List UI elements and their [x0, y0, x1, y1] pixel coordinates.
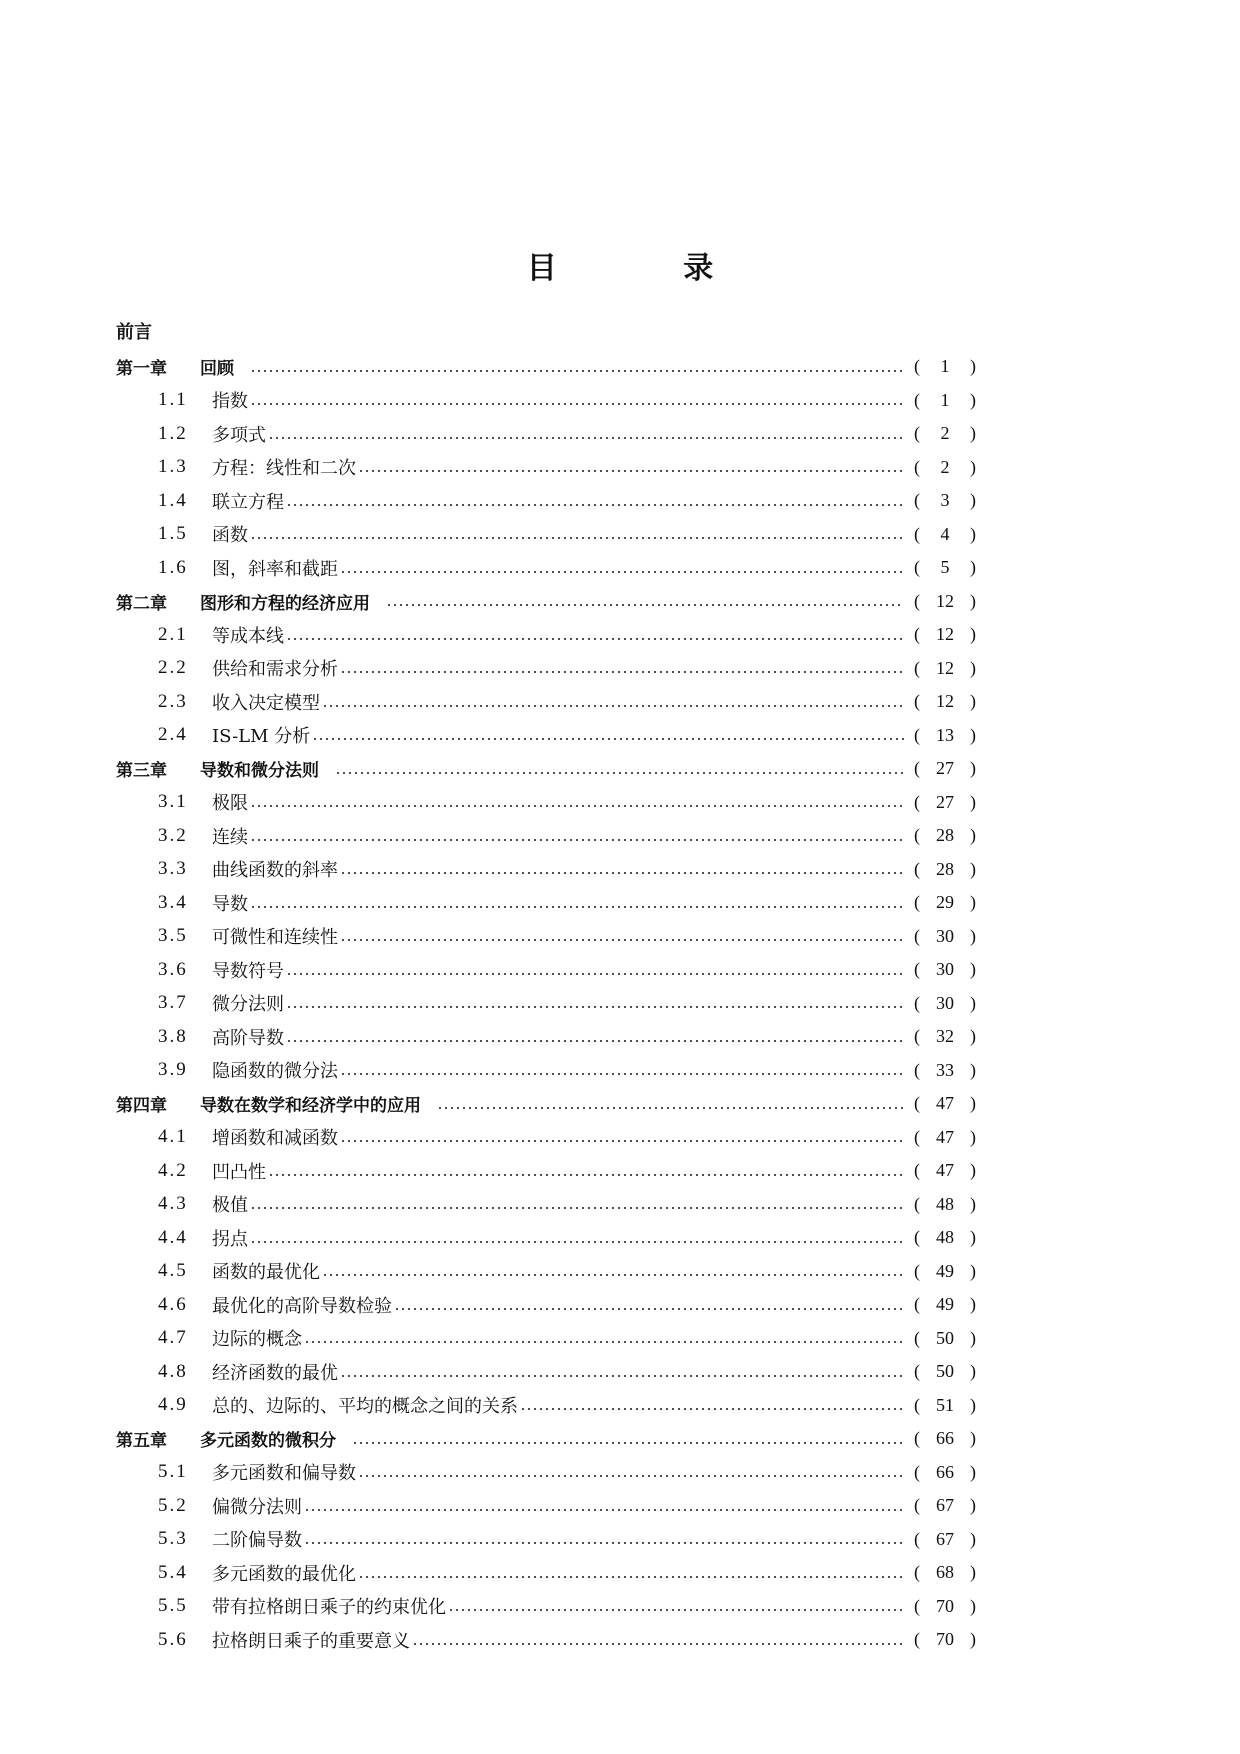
dot-leader [286, 637, 904, 641]
entry-number: 第二章 [116, 593, 167, 614]
toc-section-entry[interactable] [116, 685, 976, 719]
entry-title: 二阶偏导数 [212, 1530, 302, 1552]
entry-title: 供给和需求分析 [212, 659, 338, 681]
toc-section-entry[interactable] [116, 1623, 976, 1657]
toc-preface[interactable]: 前言 [116, 322, 152, 343]
page-number: 1 [940, 389, 950, 410]
page-number: 29 [936, 892, 954, 913]
entry-title: 函数 [212, 525, 248, 547]
page-number: 48 [936, 1193, 954, 1214]
page-number: 49 [936, 1260, 954, 1281]
page-number: 50 [936, 1327, 954, 1348]
entry-title: 指数 [212, 391, 248, 413]
page-number: 47 [936, 1126, 954, 1147]
entry-page: ( 12 ) [914, 624, 976, 645]
dot-leader [286, 503, 904, 507]
toc-section-entry[interactable] [116, 920, 976, 954]
entry-title: 导数和微分法则 [200, 761, 319, 782]
entry-page: ( 48 ) [914, 1193, 976, 1214]
entry-number: 4.9 [158, 1394, 188, 1416]
toc-section-entry[interactable] [116, 1489, 976, 1523]
toc-chapter-entry[interactable] [116, 585, 976, 619]
entry-title: 连续 [212, 826, 248, 848]
toc-section-entry[interactable] [116, 1221, 976, 1255]
entry-title: 联立方程 [212, 491, 284, 513]
entry-number: 4.1 [158, 1126, 188, 1148]
entry-number: 3.5 [158, 925, 188, 947]
entry-page: ( 12 ) [914, 691, 976, 712]
dot-leader [250, 536, 904, 540]
toc-section-entry[interactable] [116, 1288, 976, 1322]
entry-title: 经济函数的最优 [212, 1362, 338, 1384]
entry-number: 5.6 [158, 1628, 188, 1650]
dot-leader [286, 972, 904, 976]
dot-leader [335, 771, 904, 775]
entry-page: ( 29 ) [914, 892, 976, 913]
entry-number: 5.5 [158, 1595, 188, 1617]
entry-page: ( 28 ) [914, 825, 976, 846]
page-number: 3 [940, 490, 950, 511]
entry-number: 4.4 [158, 1226, 188, 1248]
entry-title: 微分法则 [212, 994, 284, 1016]
toc-section-entry[interactable] [116, 786, 976, 820]
dot-leader [268, 1173, 904, 1177]
entry-number: 第四章 [116, 1096, 167, 1117]
entry-number: 1.4 [158, 489, 188, 511]
toc-section-entry[interactable] [116, 953, 976, 987]
toc-section-entry[interactable] [116, 618, 976, 652]
dot-leader [250, 369, 904, 373]
toc-section-entry[interactable] [116, 451, 976, 485]
toc-section-entry[interactable] [116, 551, 976, 585]
entry-number: 2.2 [158, 657, 188, 679]
entry-number: 4.3 [158, 1193, 188, 1215]
entry-page: ( 30 ) [914, 959, 976, 980]
dot-leader [412, 1642, 904, 1646]
entry-number: 5.2 [158, 1494, 188, 1516]
entry-title: 极限 [212, 793, 248, 815]
entry-page: ( 3 ) [914, 490, 976, 511]
entry-title: 多元函数和偏导数 [212, 1463, 356, 1485]
entry-page: ( 50 ) [914, 1327, 976, 1348]
page-number: 28 [936, 858, 954, 879]
entry-number: 第五章 [116, 1431, 167, 1452]
entry-number: 第一章 [116, 359, 167, 380]
page-number: 51 [936, 1394, 954, 1415]
entry-number: 1.5 [158, 523, 188, 545]
entry-title: 凹凸性 [212, 1161, 266, 1183]
page-number: 4 [940, 523, 950, 544]
page-number: 30 [936, 925, 954, 946]
entry-title: 导数 [212, 893, 248, 915]
toc-section-entry[interactable] [116, 987, 976, 1021]
dot-leader [340, 570, 904, 574]
entry-number: 第三章 [116, 761, 167, 782]
dot-leader [340, 1139, 904, 1143]
toc-section-entry[interactable] [116, 417, 976, 451]
entry-number: 5.4 [158, 1561, 188, 1583]
entry-number: 3.1 [158, 791, 188, 813]
entry-title: 曲线函数的斜率 [212, 860, 338, 882]
dot-leader [322, 1273, 904, 1277]
dot-leader [286, 1005, 904, 1009]
entry-page: ( 27 ) [914, 758, 976, 779]
entry-page: ( 70 ) [914, 1629, 976, 1650]
toc-chapter-entry[interactable] [116, 1087, 976, 1121]
entry-page: ( 66 ) [914, 1461, 976, 1482]
entry-number: 4.8 [158, 1360, 188, 1382]
dot-leader [340, 871, 904, 875]
entry-title: 拉格朗日乘子的重要意义 [212, 1630, 410, 1652]
toc-section-entry[interactable] [116, 1121, 976, 1155]
page-number: 32 [936, 1026, 954, 1047]
entry-title: 可微性和连续性 [212, 927, 338, 949]
page-number: 12 [936, 657, 954, 678]
page-number: 2 [940, 456, 950, 477]
dot-leader [286, 1039, 904, 1043]
entry-number: 3.8 [158, 1025, 188, 1047]
entry-title: 多元函数的微积分 [200, 1431, 336, 1452]
entry-number: 2.1 [158, 623, 188, 645]
toc-section-entry[interactable] [116, 1456, 976, 1490]
entry-title: 偏微分法则 [212, 1496, 302, 1518]
entry-title: 极值 [212, 1195, 248, 1217]
entry-title: 多项式 [212, 424, 266, 446]
page-number: 13 [936, 724, 954, 745]
entry-page: ( 70 ) [914, 1595, 976, 1616]
entry-page: ( 1 ) [914, 356, 976, 377]
entry-number: 4.6 [158, 1293, 188, 1315]
toc-section-entry[interactable] [116, 1389, 976, 1423]
entry-page: ( 49 ) [914, 1294, 976, 1315]
entry-title: 边际的概念 [212, 1329, 302, 1351]
page-number: 27 [936, 758, 954, 779]
toc-section-entry[interactable] [116, 1020, 976, 1054]
entry-page: ( 13 ) [914, 724, 976, 745]
entry-page: ( 47 ) [914, 1160, 976, 1181]
page-number: 27 [936, 791, 954, 812]
toc-section-entry[interactable] [116, 484, 976, 518]
entry-title: 回顾 [200, 359, 234, 380]
page-number: 66 [936, 1428, 954, 1449]
page-number: 5 [940, 557, 950, 578]
toc-section-entry[interactable] [116, 1556, 976, 1590]
page-number: 2 [940, 423, 950, 444]
entry-title: 导数在数学和经济学中的应用 [200, 1096, 421, 1117]
toc-section-entry[interactable] [116, 1322, 976, 1356]
entry-page: ( 47 ) [914, 1093, 976, 1114]
dot-leader [250, 1206, 904, 1210]
toc-chapter-entry[interactable] [116, 752, 976, 786]
dot-leader [340, 1072, 904, 1076]
page-number: 1 [940, 356, 950, 377]
entry-number: 3.9 [158, 1059, 188, 1081]
entry-page: ( 66 ) [914, 1428, 976, 1449]
toc-section-entry[interactable] [116, 1523, 976, 1557]
entry-page: ( 33 ) [914, 1059, 976, 1080]
entry-title: 最优化的高阶导数检验 [212, 1295, 392, 1317]
dot-leader [358, 469, 904, 473]
entry-page: ( 48 ) [914, 1227, 976, 1248]
dot-leader [340, 938, 904, 942]
entry-number: 3.3 [158, 858, 188, 880]
dot-leader [340, 1374, 904, 1378]
dot-leader [250, 804, 904, 808]
entry-title: IS-LM 分析 [212, 726, 311, 748]
entry-title: 收入决定模型 [212, 692, 320, 714]
entry-page: ( 1 ) [914, 389, 976, 410]
entry-page: ( 27 ) [914, 791, 976, 812]
entry-number: 3.4 [158, 891, 188, 913]
dot-leader [268, 436, 904, 440]
page-number: 12 [936, 691, 954, 712]
entry-page: ( 30 ) [914, 992, 976, 1013]
entry-title: 总的、边际的、平均的概念之间的关系 [212, 1396, 518, 1418]
page-number: 68 [936, 1562, 954, 1583]
dot-leader [437, 1106, 904, 1110]
dot-leader [352, 1441, 904, 1445]
entry-number: 2.3 [158, 690, 188, 712]
entry-number: 4.5 [158, 1260, 188, 1282]
dot-leader [312, 737, 904, 741]
page-number: 47 [936, 1093, 954, 1114]
entry-page: ( 2 ) [914, 456, 976, 477]
dot-leader [394, 1307, 904, 1311]
entry-number: 5.1 [158, 1461, 188, 1483]
page-title: 目 录 [526, 251, 772, 286]
entry-title: 等成本线 [212, 625, 284, 647]
entry-title: 拐点 [212, 1228, 248, 1250]
page-number: 12 [936, 624, 954, 645]
dot-leader [250, 905, 904, 909]
dot-leader [520, 1407, 904, 1411]
toc-section-entry[interactable] [116, 1154, 976, 1188]
page-number: 67 [936, 1495, 954, 1516]
page-number: 48 [936, 1227, 954, 1248]
page-number: 70 [936, 1629, 954, 1650]
page-number: 30 [936, 959, 954, 980]
toc-section-entry[interactable] [116, 1188, 976, 1222]
entry-number: 2.4 [158, 724, 188, 746]
dot-leader [250, 1240, 904, 1244]
entry-page: ( 32 ) [914, 1026, 976, 1047]
entry-page: ( 47 ) [914, 1126, 976, 1147]
toc-section-entry[interactable] [116, 1054, 976, 1088]
entry-number: 5.3 [158, 1528, 188, 1550]
entry-page: ( 67 ) [914, 1528, 976, 1549]
page-number: 33 [936, 1059, 954, 1080]
entry-page: ( 4 ) [914, 523, 976, 544]
entry-number: 4.2 [158, 1159, 188, 1181]
page-number: 12 [936, 590, 954, 611]
entry-number: 4.7 [158, 1327, 188, 1349]
dot-leader [386, 603, 904, 607]
toc-section-entry[interactable] [116, 719, 976, 753]
entry-page: ( 50 ) [914, 1361, 976, 1382]
page-number: 50 [936, 1361, 954, 1382]
dot-leader [304, 1541, 904, 1545]
entry-number: 3.2 [158, 824, 188, 846]
entry-title: 带有拉格朗日乘子的约束优化 [212, 1597, 446, 1619]
toc-section-entry[interactable] [116, 1255, 976, 1289]
toc-chapter-entry[interactable] [116, 1422, 976, 1456]
table-of-contents [116, 350, 976, 1657]
dot-leader [358, 1575, 904, 1579]
toc-section-entry[interactable] [116, 518, 976, 552]
page-number: 49 [936, 1294, 954, 1315]
dot-leader [304, 1508, 904, 1512]
page-number: 66 [936, 1461, 954, 1482]
entry-number: 1.3 [158, 456, 188, 478]
entry-number: 1.2 [158, 422, 188, 444]
dot-leader [250, 838, 904, 842]
entry-page: ( 30 ) [914, 925, 976, 946]
entry-number: 1.1 [158, 389, 188, 411]
toc-section-entry[interactable] [116, 652, 976, 686]
toc-section-entry[interactable] [116, 1355, 976, 1389]
entry-title: 方程：线性和二次 [212, 458, 356, 480]
page-number: 67 [936, 1528, 954, 1549]
entry-title: 导数符号 [212, 960, 284, 982]
entry-title: 图，斜率和截距 [212, 558, 338, 580]
entry-number: 3.6 [158, 958, 188, 980]
entry-page: ( 28 ) [914, 858, 976, 879]
entry-page: ( 12 ) [914, 590, 976, 611]
dot-leader [448, 1608, 904, 1612]
dot-leader [322, 704, 904, 708]
toc-section-entry[interactable] [116, 1590, 976, 1624]
page-number: 30 [936, 992, 954, 1013]
entry-page: ( 51 ) [914, 1394, 976, 1415]
toc-chapter-entry[interactable] [116, 350, 976, 384]
page-number: 28 [936, 825, 954, 846]
entry-page: ( 49 ) [914, 1260, 976, 1281]
entry-title: 多元函数的最优化 [212, 1563, 356, 1585]
toc-section-entry[interactable] [116, 819, 976, 853]
toc-section-entry[interactable] [116, 853, 976, 887]
page-number: 47 [936, 1160, 954, 1181]
entry-title: 图形和方程的经济应用 [200, 593, 370, 614]
dot-leader [250, 402, 904, 406]
page-number: 70 [936, 1595, 954, 1616]
dot-leader [358, 1474, 904, 1478]
toc-section-entry[interactable] [116, 384, 976, 418]
entry-title: 增函数和减函数 [212, 1128, 338, 1150]
entry-number: 3.7 [158, 992, 188, 1014]
entry-page: ( 67 ) [914, 1495, 976, 1516]
dot-leader [340, 670, 904, 674]
entry-page: ( 2 ) [914, 423, 976, 444]
entry-title: 隐函数的微分法 [212, 1061, 338, 1083]
dot-leader [304, 1340, 904, 1344]
entry-title: 高阶导数 [212, 1027, 284, 1049]
entry-number: 1.6 [158, 556, 188, 578]
entry-page: ( 12 ) [914, 657, 976, 678]
toc-section-entry[interactable] [116, 886, 976, 920]
entry-title: 函数的最优化 [212, 1262, 320, 1284]
entry-page: ( 5 ) [914, 557, 976, 578]
entry-page: ( 68 ) [914, 1562, 976, 1583]
